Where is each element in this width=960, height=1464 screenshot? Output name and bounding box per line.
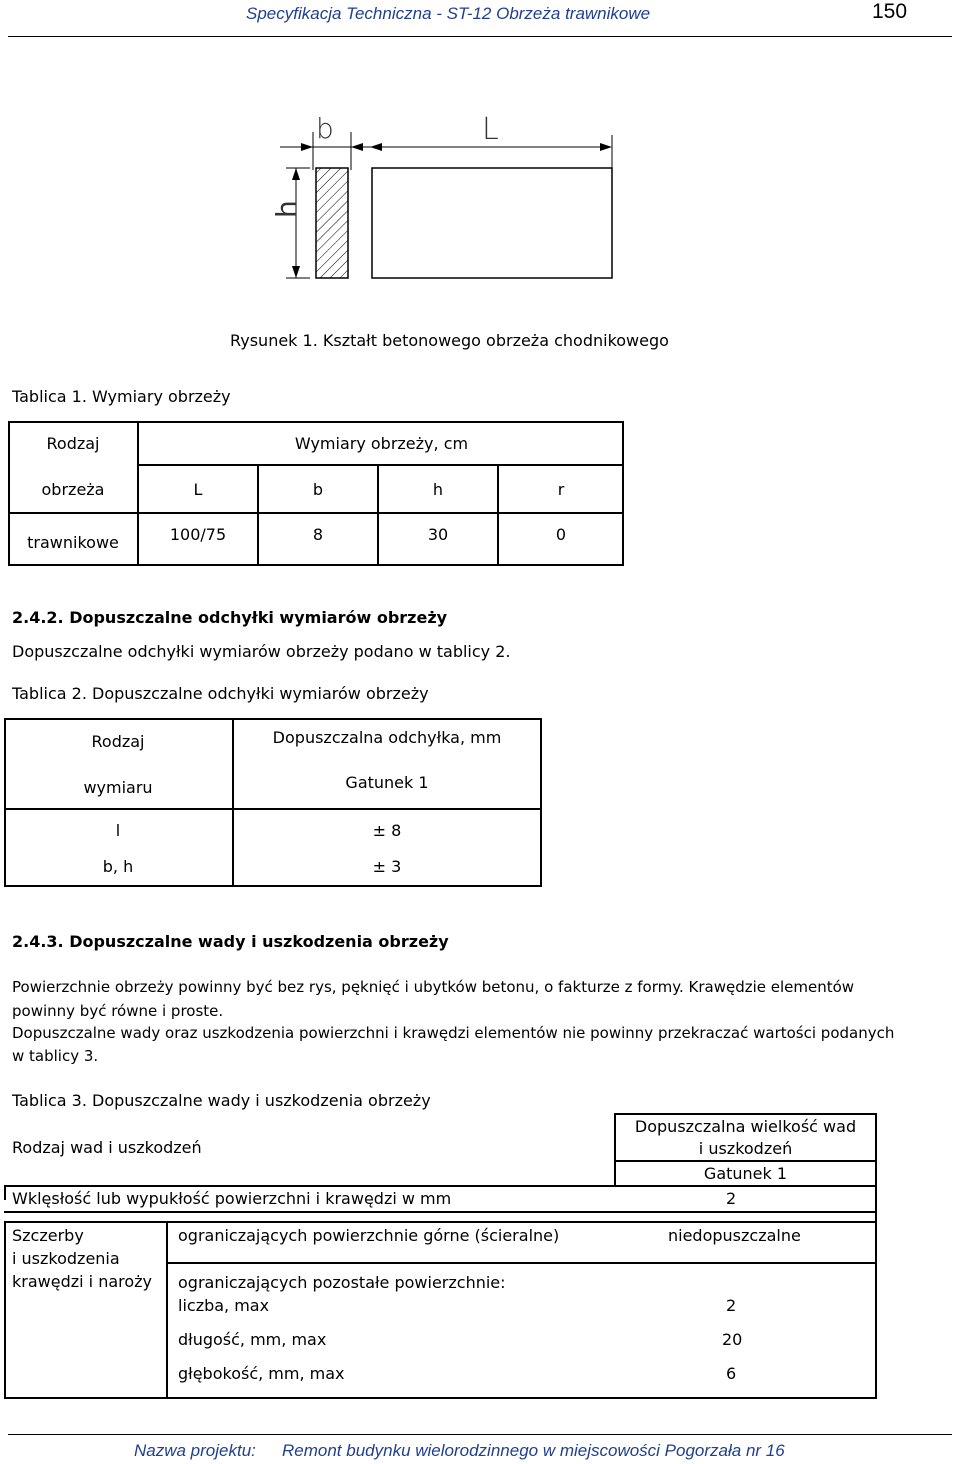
page-number: 150 xyxy=(872,0,908,23)
table1-col-r: r xyxy=(557,479,565,499)
table1-cell: 8 xyxy=(312,524,324,544)
table3-row1-label: Wklęsłość lub wypukłość powierzchni i krawędzi w mm xyxy=(12,1189,452,1208)
section-242-text: Dopuszczalne odchyłki wymiarów obrzeży podano w tablicy 2. xyxy=(12,642,511,661)
table1-col-L: L xyxy=(193,479,203,499)
figure-label-h: h xyxy=(270,200,303,218)
table3-sub2-item-label: długość, mm, max xyxy=(178,1330,327,1349)
figure-caption: Rysunek 1. Kształt betonowego obrzeża chodnikowego xyxy=(230,331,669,350)
table3-head-rodzaj: Rodzaj wad i uszkodzeń xyxy=(12,1138,202,1157)
table3-divider xyxy=(4,1211,877,1213)
table3-sub2-item-value: 20 xyxy=(722,1330,743,1349)
table3-sub2-label: ograniczających pozostałe powierzchnie: xyxy=(178,1273,506,1292)
footer-label: Nazwa projektu: xyxy=(134,1441,256,1460)
table3-group-label: Szczerby xyxy=(12,1226,84,1245)
table3-row1-value: 2 xyxy=(726,1189,737,1208)
section-243-paragraph-line: w tablicy 3. xyxy=(12,1047,99,1065)
table1-cell: 0 xyxy=(555,524,567,544)
figure-label-b: b xyxy=(316,112,334,145)
table2-head-rodzaj: Rodzaj xyxy=(91,731,145,751)
table3-sub1-label: ograniczających powierzchnie górne (ścieralne) xyxy=(178,1226,560,1245)
table3-head-wielkosc: Dopuszczalna wielkość wad xyxy=(634,1116,857,1136)
table1-cell: 100/75 xyxy=(169,524,227,544)
footer-rule xyxy=(8,1434,952,1435)
table3-group-label: i uszkodzenia xyxy=(12,1249,120,1268)
table3-divider xyxy=(166,1262,877,1264)
table1-col-b: b xyxy=(312,479,324,499)
figure-label-L: L xyxy=(482,112,499,147)
table3-sub2-item-label: głębokość, mm, max xyxy=(178,1364,345,1383)
table3-sub2-item-value: 2 xyxy=(726,1296,737,1315)
table3-head-wielkosc: i uszkodzeń xyxy=(698,1138,793,1158)
table1-head-wymiary: Wymiary obrzeży, cm xyxy=(294,434,469,453)
table3-divider xyxy=(4,1185,6,1200)
table3-divider xyxy=(875,1113,877,1399)
table1-head-obrzeza: obrzeża xyxy=(41,479,105,499)
table2-row-label: l xyxy=(115,820,121,840)
table1-col-h: h xyxy=(432,479,444,499)
table2-head-gatunek: Gatunek 1 xyxy=(345,772,429,792)
section-243-paragraph-line: Dopuszczalne wady oraz uszkodzenia powierzchni i krawędzi elementów nie powinny przekraczać wartości podanych xyxy=(12,1024,895,1042)
footer-project: Remont budynku wielorodzinnego w miejscowości Pogorzała nr 16 xyxy=(282,1441,785,1460)
table2-row-value: ± 3 xyxy=(372,856,402,876)
table2-row-label: b, h xyxy=(102,856,134,876)
section-243-paragraph-line: powinny być równe i proste. xyxy=(12,1002,224,1020)
section-243-heading: 2.4.3. Dopuszczalne wady i uszkodzenia obrzeży xyxy=(12,932,449,951)
table3-sub2-item-label: liczba, max xyxy=(178,1296,270,1315)
table3-group-label: krawędzi i naroży xyxy=(12,1272,153,1291)
table3-divider xyxy=(4,1221,877,1223)
table2-head-odchylka: Dopuszczalna odchyłka, mm xyxy=(272,727,502,747)
table2-row-value: ± 8 xyxy=(372,820,402,840)
table3-head-gatunek: Gatunek 1 xyxy=(703,1163,788,1183)
table2-head-wymiaru: wymiaru xyxy=(83,777,153,797)
section-243-paragraph-line: Powierzchnie obrzeży powinny być bez rys, pęknięć i ubytków betonu, o fakturze z formy. Krawędzie elementów xyxy=(12,978,855,996)
table1-row-label: trawnikowe xyxy=(27,532,119,552)
page-header-title: Specyfikacja Techniczna - ST-12 Obrzeża trawnikowe xyxy=(246,4,651,23)
section-242-heading: 2.4.2. Dopuszczalne odchyłki wymiarów obrzeży xyxy=(12,608,448,627)
table1-head-rodzaj: Rodzaj xyxy=(46,434,100,453)
table3-divider xyxy=(4,1221,6,1399)
header-rule xyxy=(8,36,952,37)
table3-sub1-value: niedopuszczalne xyxy=(668,1226,801,1245)
table3-sub2-item-value: 6 xyxy=(726,1364,737,1383)
table1-cell: 30 xyxy=(427,524,449,544)
table3-divider xyxy=(4,1185,877,1187)
table3-caption: Tablica 3. Dopuszczalne wady i uszkodzenia obrzeży xyxy=(12,1091,431,1110)
table2-divider xyxy=(4,808,542,810)
table2-caption: Tablica 2. Dopuszczalne odchyłki wymiarów obrzeży xyxy=(12,684,429,703)
table3-divider xyxy=(4,1397,877,1399)
table1-caption: Tablica 1. Wymiary obrzeży xyxy=(12,387,231,406)
table3-divider xyxy=(166,1221,168,1399)
